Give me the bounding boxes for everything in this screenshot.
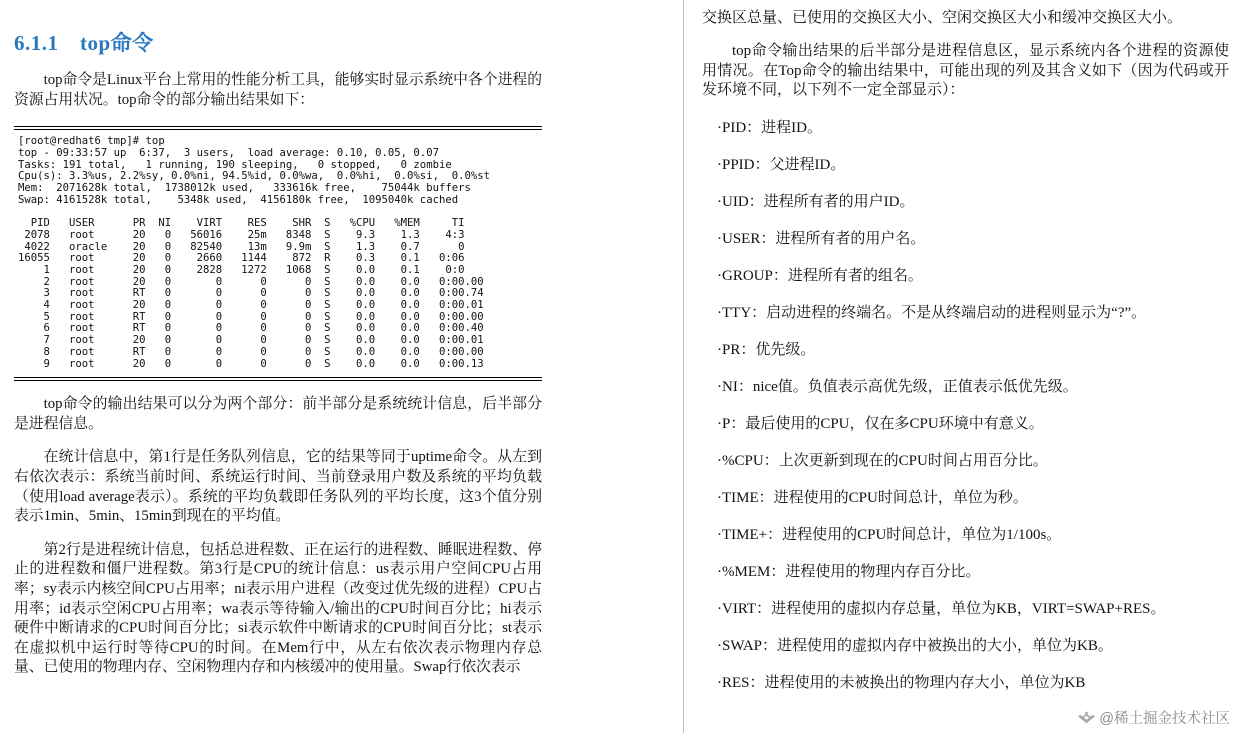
code-line: 4022 oracle 20 0 82540 13m 9.9m S 1.3 0.7 0 xyxy=(18,240,465,253)
left-column xyxy=(14,0,542,678)
list-item-cpu: ·%CPU：上次更新到现在的CPU时间占用百分比。 xyxy=(717,453,1048,470)
juejin-logo-icon xyxy=(1078,711,1095,725)
list-item-res: ·RES：进程使用的未被换出的物理内存大小，单位为KB xyxy=(717,675,1086,692)
code-line: [root@redhat6 tmp]# top xyxy=(18,135,165,148)
code-line: PID USER PR NI VIRT RES SHR S %CPU %MEM TI xyxy=(18,217,465,230)
code-line: 7 root 20 0 0 0 0 S 0.0 0.0 0:00.01 xyxy=(18,334,484,347)
code-line: top - 09:33:57 up 6:37, 3 users, load average: 0.10, 0.05, 0.07 xyxy=(18,146,439,159)
list-item-pr: ·PR：优先级。 xyxy=(717,342,816,359)
code-line: 4 root 20 0 0 0 0 S 0.0 0.0 0:00.01 xyxy=(18,299,484,312)
list-item-group: ·GROUP：进程所有者的组名。 xyxy=(717,268,923,285)
paragraph-intro: top命令是Linux平台上常用的性能分析工具，能够实时显示系统中各个进程的资源占用状况。top命令的部分输出结果如下： xyxy=(14,72,542,108)
code-line: Tasks: 191 total, 1 running, 190 sleeping, 0 stopped, 0 zombie xyxy=(18,158,452,171)
list-item-uid: ·UID：进程所有者的用户ID。 xyxy=(717,194,915,211)
paragraph-process-info: top命令输出结果的后半部分是进程信息区，显示系统内各个进程的资源使用情况。在Top命令的输出结果中，可能出现的列及其含义如下（因为代码或开发环境不同，以下列不一定全部显示）： xyxy=(702,42,1229,99)
code-line: 5 root RT 0 0 0 0 S 0.0 0.0 0:00.00 xyxy=(18,310,484,323)
code-line: 2078 root 20 0 56016 25m 8348 S 9.3 1.3 4:3 xyxy=(18,228,465,241)
code-line: 8 root RT 0 0 0 0 S 0.0 0.0 0:00.00 xyxy=(18,345,484,358)
code-line: 16055 root 20 0 2660 1144 872 R 0.3 0.1 0:06 xyxy=(18,252,465,265)
list-item-virt: ·VIRT：进程使用的虚拟内存总量，单位为KB，VIRT=SWAP+RES。 xyxy=(717,601,1166,618)
code-line: Cpu(s): 3.3%us, 2.2%sy, 0.0%ni, 94.5%id, 0.0%wa, 0.0%hi, 0.0%si, 0.0%st xyxy=(18,170,490,183)
terminal-output-block xyxy=(14,126,542,381)
list-item-pid: ·PID：进程ID。 xyxy=(717,120,822,137)
paragraph-stats-line2: 第2行是进程统计信息，包括总进程数、正在运行的进程数、睡眠进程数、停止的进程数和僵尸进程数。第3行是CPU的统计信息：us表示用户空间CPU占用率；sy表示内核空间CPU占用率；ni表示用户进程（改变过优先级的进程）CPU占用率；id表示空闲CPU占用率；wa表示等待输入/输出的CPU时间百分比；hi表示硬件中断请求的CPU时间百分比；si表示软件中断请求的CPU时间百分比；st表示在虚拟机中运行时等待CPU的时间。在Mem行中，从左右依次表示物理内存总量、已使用的物理内存、空闲物理内存和内核缓冲的使用量。Swap行依次表示 xyxy=(14,541,542,676)
list-item-ppid: ·PPID：父进程ID。 xyxy=(717,157,846,174)
watermark xyxy=(1078,707,1230,728)
list-item-mem: ·%MEM：进程使用的物理内存百分比。 xyxy=(717,564,981,581)
right-column xyxy=(702,0,1229,693)
list-item-p: ·P：最后使用的CPU，仅在多CPU环境中有意义。 xyxy=(717,416,1044,433)
list-item-swap: ·SWAP：进程使用的虚拟内存中被换出的大小，单位为KB。 xyxy=(717,638,1113,655)
list-item-ni: ·NI：nice值。负值表示高优先级，正值表示低优先级。 xyxy=(717,379,1078,396)
code-line: Mem: 2071628k total, 1738012k used, 333616k free, 75044k buffers xyxy=(18,182,471,194)
column-divider xyxy=(683,0,684,733)
code-line: Swap: 4161528k total, 5348k used, 4156180k free, 1095040k cached xyxy=(18,193,459,206)
watermark-text: @稀土掘金技术社区 xyxy=(1099,711,1230,727)
code-line: 3 root RT 0 0 0 0 S 0.0 0.0 0:00.74 xyxy=(18,287,484,300)
code-line: 6 root RT 0 0 0 0 S 0.0 0.0 0:00.40 xyxy=(18,322,484,335)
list-item-tty: ·TTY：启动进程的终端名。不是从终端启动的进程则显示为“?”。 xyxy=(717,305,1147,322)
list-item-time: ·TIME：进程使用的CPU时间总计，单位为秒。 xyxy=(717,490,1028,507)
list-item-user: ·USER：进程所有者的用户名。 xyxy=(717,231,926,248)
list-item-timeplus: ·TIME+：进程使用的CPU时间总计，单位为1/100s。 xyxy=(717,527,1062,544)
code-line: 9 root 20 0 0 0 0 S 0.0 0.0 0:00.13 xyxy=(18,357,484,370)
section-heading: 6.1.1 top命令 xyxy=(14,31,154,55)
paragraph-stats-line1: 在统计信息中，第1行是任务队列信息，它的结果等同于uptime命令。从左到右依次表示：系统当前时间、系统运行时间、当前登录用户数及系统的平均负载（使用load average表示）。系统的平均负载即任务队列的平均长度，这3个值分别表示1min、5min、15min到现在的平均值。 xyxy=(14,449,542,525)
paragraph-swap-continuation: 交换区总量、已使用的交换区大小、空闲交换区大小和缓冲交换区大小。 xyxy=(702,10,1183,26)
paragraph-output-parts: top命令的输出结果可以分为两个部分：前半部分是系统统计信息，后半部分是进程信息。 xyxy=(14,396,542,432)
code-line: 2 root 20 0 0 0 0 S 0.0 0.0 0:00.00 xyxy=(18,275,484,288)
code-line: 1 root 20 0 2828 1272 1068 S 0.0 0.1 0:0 xyxy=(18,263,465,276)
